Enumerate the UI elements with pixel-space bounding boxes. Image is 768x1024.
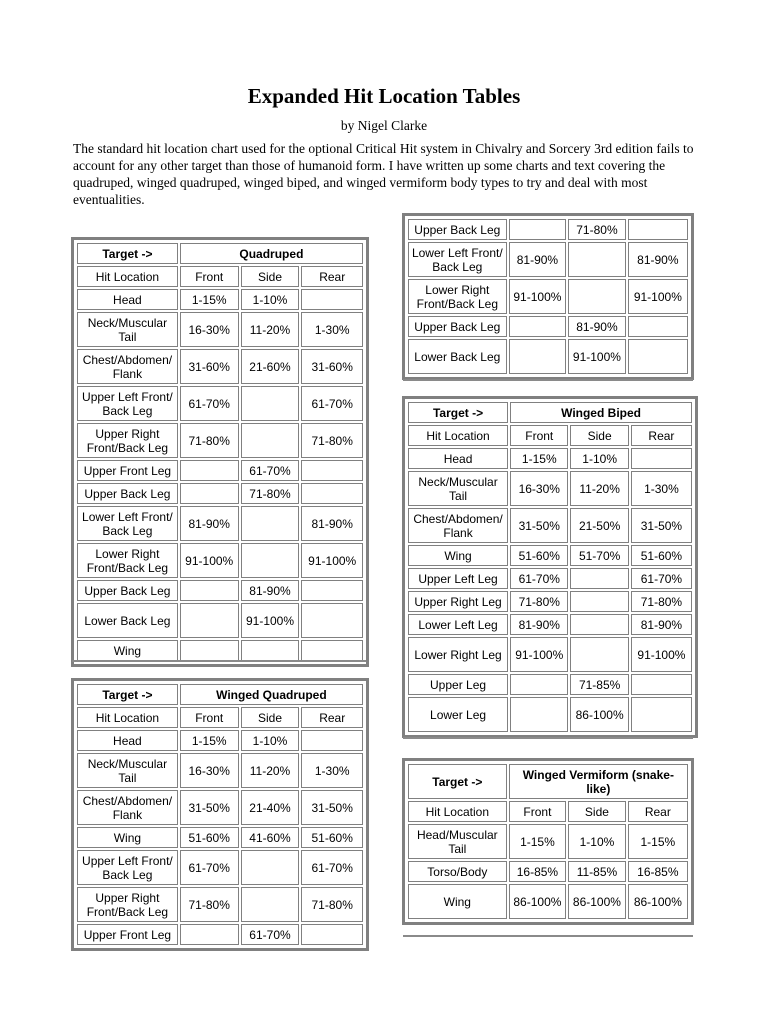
column-header: Side xyxy=(568,801,626,822)
hit-location-cell: Upper Right Front/Back Leg xyxy=(77,887,178,922)
range-cell: 1-15% xyxy=(509,824,567,859)
divider-rule xyxy=(403,379,693,381)
range-cell: 31-50% xyxy=(180,790,239,825)
range-cell: 91-100% xyxy=(568,339,626,374)
range-cell: 81-90% xyxy=(180,506,239,541)
table-row xyxy=(77,827,363,848)
table-row xyxy=(408,674,692,695)
range-cell xyxy=(509,339,567,374)
target-label: Target -> xyxy=(408,402,508,423)
range-cell xyxy=(631,674,692,695)
target-label: Target -> xyxy=(77,684,178,705)
range-cell: 71-80% xyxy=(180,887,239,922)
hit-location-cell: Upper Left Front/ Back Leg xyxy=(77,386,178,421)
column-header: Rear xyxy=(301,707,363,728)
range-cell: 1-15% xyxy=(628,824,688,859)
hit-location-cell: Head xyxy=(77,730,178,751)
table-row xyxy=(77,790,363,825)
target-header-row xyxy=(408,764,688,799)
divider-rule xyxy=(72,660,366,662)
intro-paragraph: The standard hit location chart used for the optional Critical Hit system in Chivalry and Sorcery 3rd edition fails to account for any other target than those of humanoid form. I have written up some charts and text covering the quadruped, winged quadruped, winged biped, and winged vermiform body types to try and deal with most eventualities. xyxy=(73,141,694,207)
table-row xyxy=(77,543,363,578)
range-cell xyxy=(180,640,239,661)
range-cell xyxy=(180,460,239,481)
table-row xyxy=(408,545,692,566)
hit-location-cell: Wing xyxy=(77,640,178,661)
range-cell xyxy=(570,591,628,612)
table-row xyxy=(77,312,363,347)
hit-location-cell: Upper Back Leg xyxy=(77,483,178,504)
range-cell xyxy=(180,603,239,638)
column-header-row xyxy=(408,801,688,822)
range-cell: 71-80% xyxy=(301,887,363,922)
range-cell: 91-100% xyxy=(301,543,363,578)
column-header: Side xyxy=(570,425,628,446)
hit-location-cell: Wing xyxy=(408,545,508,566)
table-row xyxy=(408,242,688,277)
range-cell xyxy=(241,506,300,541)
range-cell xyxy=(509,316,567,337)
hit-location-cell: Lower Back Leg xyxy=(77,603,178,638)
range-cell: 31-50% xyxy=(510,508,568,543)
range-cell: 21-60% xyxy=(241,349,300,384)
range-cell: 81-90% xyxy=(631,614,692,635)
table-row xyxy=(77,603,363,638)
range-cell xyxy=(301,730,363,751)
column-header: Hit Location xyxy=(77,266,178,287)
range-cell xyxy=(301,483,363,504)
range-cell: 71-80% xyxy=(631,591,692,612)
range-cell xyxy=(301,580,363,601)
range-cell: 91-100% xyxy=(241,603,300,638)
table-row xyxy=(77,386,363,421)
range-cell: 16-30% xyxy=(180,753,239,788)
range-cell xyxy=(568,242,626,277)
range-cell: 61-70% xyxy=(301,386,363,421)
hit-location-cell: Chest/Abdomen/ Flank xyxy=(408,508,508,543)
table-row xyxy=(408,568,692,589)
target-label: Target -> xyxy=(77,243,178,264)
body-type-label: Winged Biped xyxy=(510,402,692,423)
range-cell xyxy=(509,219,567,240)
winged-vermiform-table xyxy=(406,762,690,921)
author-byline: by Nigel Clarke xyxy=(340,118,428,133)
range-cell: 1-10% xyxy=(241,289,300,310)
range-cell: 81-90% xyxy=(568,316,626,337)
range-cell: 11-85% xyxy=(568,861,626,882)
range-cell: 11-20% xyxy=(241,312,300,347)
range-cell: 71-80% xyxy=(301,423,363,458)
range-cell: 71-80% xyxy=(241,483,300,504)
table-row xyxy=(77,460,363,481)
table-row xyxy=(77,483,363,504)
winged-quadruped-continued-table-box xyxy=(402,213,694,380)
table-row xyxy=(408,884,688,919)
range-cell: 61-70% xyxy=(180,850,239,885)
column-header: Rear xyxy=(628,801,688,822)
range-cell xyxy=(568,279,626,314)
range-cell: 51-70% xyxy=(570,545,628,566)
column-header: Side xyxy=(241,266,300,287)
table-row xyxy=(408,861,688,882)
range-cell: 86-100% xyxy=(568,884,626,919)
table-row xyxy=(77,580,363,601)
range-cell: 41-60% xyxy=(241,827,300,848)
range-cell: 91-100% xyxy=(509,279,567,314)
range-cell: 1-15% xyxy=(180,289,239,310)
range-cell xyxy=(180,580,239,601)
target-header-row xyxy=(77,684,363,705)
range-cell xyxy=(628,339,688,374)
table-row xyxy=(77,289,363,310)
hit-location-cell: Lower Left Leg xyxy=(408,614,508,635)
range-cell xyxy=(241,386,300,421)
quadruped-table-box xyxy=(71,237,369,667)
hit-location-cell: Chest/Abdomen/ Flank xyxy=(77,349,178,384)
range-cell: 16-30% xyxy=(510,471,568,506)
range-cell: 51-60% xyxy=(301,827,363,848)
winged-quadruped-table-box xyxy=(71,678,369,951)
table-row xyxy=(408,614,692,635)
hit-location-cell: Upper Left Front/ Back Leg xyxy=(77,850,178,885)
column-header: Hit Location xyxy=(408,801,507,822)
hit-location-cell: Lower Left Front/ Back Leg xyxy=(408,242,507,277)
column-header: Front xyxy=(180,266,239,287)
range-cell xyxy=(570,568,628,589)
range-cell xyxy=(241,640,300,661)
range-cell: 51-60% xyxy=(510,545,568,566)
range-cell: 1-15% xyxy=(510,448,568,469)
hit-location-cell: Head/Muscular Tail xyxy=(408,824,507,859)
hit-location-cell: Upper Left Leg xyxy=(408,568,508,589)
quadruped-table xyxy=(75,241,365,663)
range-cell xyxy=(301,924,363,945)
range-cell: 11-20% xyxy=(570,471,628,506)
range-cell xyxy=(241,850,300,885)
range-cell xyxy=(180,924,239,945)
column-header: Side xyxy=(241,707,300,728)
range-cell: 21-40% xyxy=(241,790,300,825)
range-cell: 61-70% xyxy=(301,850,363,885)
hit-location-cell: Lower Right Front/Back Leg xyxy=(77,543,178,578)
winged-biped-table-box xyxy=(402,396,698,738)
range-cell: 91-100% xyxy=(631,637,692,672)
hit-location-cell: Upper Front Leg xyxy=(77,924,178,945)
range-cell xyxy=(301,289,363,310)
table-row xyxy=(408,824,688,859)
body-type-label: Quadruped xyxy=(180,243,363,264)
range-cell xyxy=(241,887,300,922)
range-cell: 61-70% xyxy=(241,924,300,945)
range-cell: 31-60% xyxy=(301,349,363,384)
table-row xyxy=(408,508,692,543)
hit-location-cell: Upper Back Leg xyxy=(408,219,507,240)
column-header-row xyxy=(77,266,363,287)
range-cell: 21-50% xyxy=(570,508,628,543)
hit-location-cell: Head xyxy=(408,448,508,469)
table-row xyxy=(77,924,363,945)
divider-rule xyxy=(403,935,693,937)
range-cell: 71-80% xyxy=(510,591,568,612)
range-cell: 31-50% xyxy=(301,790,363,825)
range-cell: 81-90% xyxy=(628,242,688,277)
hit-location-cell: Torso/Body xyxy=(408,861,507,882)
range-cell xyxy=(631,448,692,469)
divider-rule xyxy=(403,737,693,739)
target-header-row xyxy=(408,402,692,423)
range-cell: 1-15% xyxy=(180,730,239,751)
target-header-row xyxy=(77,243,363,264)
range-cell xyxy=(631,697,692,732)
range-cell xyxy=(241,543,300,578)
winged-quadruped-continued-table xyxy=(406,217,690,376)
table-row xyxy=(408,279,688,314)
table-row xyxy=(408,637,692,672)
range-cell: 86-100% xyxy=(570,697,628,732)
range-cell: 81-90% xyxy=(241,580,300,601)
hit-location-cell: Chest/Abdomen/ Flank xyxy=(77,790,178,825)
hit-location-cell: Upper Right Leg xyxy=(408,591,508,612)
table-row xyxy=(408,448,692,469)
hit-location-cell: Upper Back Leg xyxy=(408,316,507,337)
winged-quadruped-table xyxy=(75,682,365,947)
range-cell: 61-70% xyxy=(241,460,300,481)
table-row xyxy=(408,219,688,240)
hit-location-cell: Upper Leg xyxy=(408,674,508,695)
range-cell: 81-90% xyxy=(510,614,568,635)
column-header-row xyxy=(408,425,692,446)
hit-location-cell: Upper Back Leg xyxy=(77,580,178,601)
column-header: Front xyxy=(509,801,567,822)
range-cell: 91-100% xyxy=(180,543,239,578)
range-cell xyxy=(510,674,568,695)
hit-location-cell: Neck/Muscular Tail xyxy=(77,753,178,788)
column-header: Front xyxy=(180,707,239,728)
column-header: Hit Location xyxy=(408,425,508,446)
table-row xyxy=(77,887,363,922)
body-type-label: Winged Vermiform (snake-like) xyxy=(509,764,688,799)
winged-vermiform-table-box xyxy=(402,758,694,925)
range-cell xyxy=(570,637,628,672)
range-cell xyxy=(241,423,300,458)
range-cell: 1-10% xyxy=(570,448,628,469)
range-cell: 51-60% xyxy=(180,827,239,848)
range-cell: 81-90% xyxy=(301,506,363,541)
range-cell: 91-100% xyxy=(628,279,688,314)
hit-location-cell: Upper Front Leg xyxy=(77,460,178,481)
hit-location-cell: Head xyxy=(77,289,178,310)
table-row xyxy=(408,316,688,337)
range-cell: 1-10% xyxy=(568,824,626,859)
table-row xyxy=(77,349,363,384)
document-title: Expanded Hit Location Tables xyxy=(247,84,521,108)
range-cell: 1-10% xyxy=(241,730,300,751)
hit-location-cell: Lower Leg xyxy=(408,697,508,732)
table-row xyxy=(77,753,363,788)
column-header-row xyxy=(77,707,363,728)
hit-location-cell: Lower Left Front/ Back Leg xyxy=(77,506,178,541)
column-header: Rear xyxy=(301,266,363,287)
range-cell: 16-30% xyxy=(180,312,239,347)
target-label: Target -> xyxy=(408,764,507,799)
hit-location-cell: Wing xyxy=(77,827,178,848)
range-cell: 81-90% xyxy=(509,242,567,277)
hit-location-cell: Lower Right Front/Back Leg xyxy=(408,279,507,314)
range-cell: 71-80% xyxy=(180,423,239,458)
range-cell: 1-30% xyxy=(301,312,363,347)
range-cell: 61-70% xyxy=(510,568,568,589)
table-row xyxy=(408,697,692,732)
column-header: Hit Location xyxy=(77,707,178,728)
range-cell xyxy=(180,483,239,504)
range-cell: 1-30% xyxy=(631,471,692,506)
range-cell: 16-85% xyxy=(628,861,688,882)
hit-location-cell: Lower Back Leg xyxy=(408,339,507,374)
table-row xyxy=(77,730,363,751)
table-row xyxy=(77,506,363,541)
column-header: Front xyxy=(510,425,568,446)
hit-location-cell: Neck/Muscular Tail xyxy=(408,471,508,506)
hit-location-cell: Lower Right Leg xyxy=(408,637,508,672)
range-cell: 16-85% xyxy=(509,861,567,882)
column-header: Rear xyxy=(631,425,692,446)
table-row xyxy=(408,591,692,612)
range-cell: 1-30% xyxy=(301,753,363,788)
range-cell: 86-100% xyxy=(509,884,567,919)
hit-location-cell: Neck/Muscular Tail xyxy=(77,312,178,347)
range-cell: 61-70% xyxy=(631,568,692,589)
range-cell xyxy=(510,697,568,732)
range-cell: 86-100% xyxy=(628,884,688,919)
table-row xyxy=(77,640,363,661)
range-cell: 61-70% xyxy=(180,386,239,421)
winged-biped-table xyxy=(406,400,694,734)
table-row xyxy=(408,339,688,374)
range-cell xyxy=(570,614,628,635)
range-cell: 11-20% xyxy=(241,753,300,788)
range-cell: 51-60% xyxy=(631,545,692,566)
range-cell: 71-85% xyxy=(570,674,628,695)
hit-location-cell: Upper Right Front/Back Leg xyxy=(77,423,178,458)
body-type-label: Winged Quadruped xyxy=(180,684,363,705)
table-row xyxy=(77,423,363,458)
range-cell: 71-80% xyxy=(568,219,626,240)
range-cell xyxy=(628,219,688,240)
range-cell: 31-60% xyxy=(180,349,239,384)
table-row xyxy=(77,850,363,885)
hit-location-cell: Wing xyxy=(408,884,507,919)
range-cell xyxy=(301,460,363,481)
range-cell xyxy=(628,316,688,337)
range-cell: 91-100% xyxy=(510,637,568,672)
range-cell xyxy=(301,603,363,638)
table-row xyxy=(408,471,692,506)
range-cell: 31-50% xyxy=(631,508,692,543)
range-cell xyxy=(301,640,363,661)
